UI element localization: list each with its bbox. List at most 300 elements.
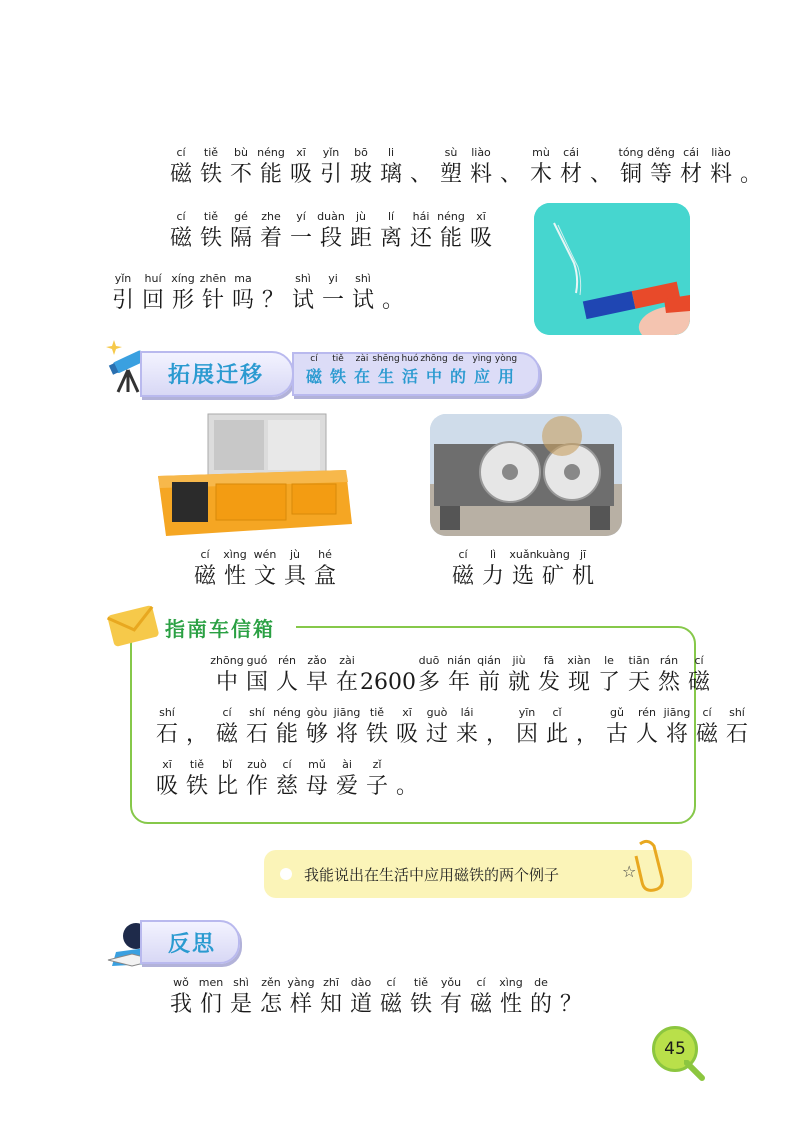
hanzi: 、 <box>589 162 612 187</box>
hanzi: 材 <box>679 162 702 187</box>
ruby-char <box>302 706 332 750</box>
ruby-char <box>542 706 572 750</box>
hanzi: 。 <box>395 774 418 799</box>
guide-line-1 <box>212 654 714 698</box>
pinyin: jiāng <box>333 706 361 719</box>
pinyin: xī <box>296 146 306 159</box>
ruby-char <box>196 210 226 254</box>
hanzi: 来 <box>455 722 478 747</box>
pinyin: mǔ <box>308 758 326 771</box>
pinyin: cǐ <box>552 706 562 719</box>
hanzi: 人 <box>635 722 658 747</box>
ruby-char <box>436 210 466 254</box>
pinyin: bǐ <box>221 758 233 771</box>
hanzi: 针 <box>201 288 224 313</box>
hanzi: 样 <box>289 992 312 1017</box>
pinyin: yi <box>328 272 338 285</box>
ruby-char <box>272 758 302 802</box>
ruby-char <box>256 976 286 1020</box>
ruby-char <box>226 210 256 254</box>
pinyin: cí <box>176 210 186 223</box>
body-line-3 <box>108 272 408 316</box>
pinyin: tóng <box>618 146 644 159</box>
ruby-char <box>422 706 452 750</box>
hanzi: 应 <box>473 367 490 386</box>
paperclip-icon <box>628 838 668 894</box>
hanzi: 盒 <box>313 564 336 589</box>
hanzi: 们 <box>199 992 222 1017</box>
hanzi: 。 <box>739 162 762 187</box>
hanzi: 比 <box>215 774 238 799</box>
ruby-char <box>376 146 406 190</box>
pinyin: bō <box>354 146 368 159</box>
hanzi: 作 <box>245 774 268 799</box>
ruby-char <box>332 654 362 698</box>
hanzi: 吗 <box>231 288 254 313</box>
ruby-char <box>448 548 478 592</box>
pinyin: shí <box>159 706 175 719</box>
ruby-char <box>350 354 374 389</box>
hanzi: 前 <box>477 670 500 695</box>
hanzi: 铁 <box>185 774 208 799</box>
ruby-char <box>586 146 616 190</box>
ruby-char <box>198 272 228 316</box>
ruby-char <box>466 976 496 1020</box>
pinyin: huó <box>401 354 419 364</box>
hanzi: 了 <box>597 670 620 695</box>
ruby-char <box>398 354 422 389</box>
guide-line-2 <box>152 706 752 750</box>
extension-subtitle-banner <box>292 352 540 396</box>
pinyin: guò <box>426 706 448 719</box>
hanzi: 料 <box>709 162 732 187</box>
pinyin: sù <box>444 146 458 159</box>
pinyin: shí <box>729 706 745 719</box>
ruby-char <box>538 548 568 592</box>
pinyin: yǒu <box>440 976 462 989</box>
ruby-char <box>362 654 414 698</box>
magnet-photo <box>534 203 690 335</box>
hanzi: 吸 <box>395 722 418 747</box>
page-number: 45 <box>652 1026 698 1072</box>
hanzi: 着 <box>259 226 282 251</box>
guide-title: 指南车信箱 <box>165 617 275 641</box>
hanzi: 磁 <box>469 992 492 1017</box>
ruby-char <box>166 146 196 190</box>
ruby-char <box>568 548 598 592</box>
ruby-char <box>446 354 470 389</box>
pinyin: shì <box>355 272 371 285</box>
pinyin: liào <box>711 146 731 159</box>
section-label-reflection <box>140 920 240 964</box>
ruby-char <box>526 976 556 1020</box>
pinyin: cí <box>200 548 210 561</box>
hanzi: 试 <box>291 288 314 313</box>
pinyin: lì <box>489 548 497 561</box>
ruby-char <box>602 706 632 750</box>
pinyin: děng <box>647 146 675 159</box>
pinyin: yīn <box>518 706 536 719</box>
hanzi: 形 <box>171 288 194 313</box>
ruby-char <box>286 146 316 190</box>
pinyin: zài <box>355 354 369 364</box>
hanzi: 此 <box>545 722 568 747</box>
hanzi: 性 <box>223 564 246 589</box>
hanzi: 生 <box>377 367 394 386</box>
pinyin: tiě <box>203 210 219 223</box>
ruby-char <box>196 146 226 190</box>
ruby-char <box>362 758 392 802</box>
hanzi: 引 <box>111 288 134 313</box>
ruby-char <box>190 548 220 592</box>
pinyin: cí <box>476 976 486 989</box>
ruby-char <box>594 654 624 698</box>
hanzi: 铁 <box>199 162 222 187</box>
ruby-char <box>362 706 392 750</box>
ruby-char <box>496 976 526 1020</box>
ruby-char <box>374 354 398 389</box>
pinyin: jiāng <box>663 706 691 719</box>
ruby-char <box>444 654 474 698</box>
section-title-reflection: 反思 <box>168 932 217 957</box>
pinyin: hái <box>412 210 430 223</box>
ruby-char <box>378 272 408 316</box>
hanzi: 天 <box>627 670 650 695</box>
pinyin: yí <box>296 210 306 223</box>
pinyin: rén <box>277 654 297 667</box>
hanzi: 在 <box>335 670 358 695</box>
section-label-extension <box>140 351 294 397</box>
hanzi: 磁 <box>215 722 238 747</box>
ruby-char <box>348 272 378 316</box>
ruby-char <box>196 976 226 1020</box>
ruby-char <box>556 146 586 190</box>
hanzi: 磁 <box>305 367 322 386</box>
hanzi: 人 <box>275 670 298 695</box>
hanzi: ， <box>185 722 208 747</box>
hanzi: 早 <box>305 670 328 695</box>
ruby-char <box>182 706 212 750</box>
hanzi: 距 <box>349 226 372 251</box>
pinyin: zhōng <box>210 654 244 667</box>
guide-line-3 <box>152 758 422 802</box>
hanzi: 能 <box>275 722 298 747</box>
ruby-char <box>662 706 692 750</box>
ruby-char <box>212 654 242 698</box>
hanzi: 母 <box>305 774 328 799</box>
hanzi: 塑 <box>439 162 462 187</box>
pinyin: li <box>387 146 395 159</box>
pinyin: nián <box>447 654 471 667</box>
ruby-char <box>272 654 302 698</box>
hanzi: 段 <box>319 226 342 251</box>
ruby-char <box>346 210 376 254</box>
ruby-char <box>346 976 376 1020</box>
pinyin: xuǎn <box>509 548 537 561</box>
ruby-char <box>646 146 676 190</box>
ruby-char <box>286 976 316 1020</box>
hanzi: 还 <box>409 226 432 251</box>
ruby-char <box>302 354 326 389</box>
pinyin: tiān <box>628 654 650 667</box>
hanzi: 试 <box>351 288 374 313</box>
pinyin: lái <box>460 706 474 719</box>
hanzi: 年 <box>447 670 470 695</box>
pinyin: cí <box>310 354 318 364</box>
hanzi: 铁 <box>199 226 222 251</box>
pinyin: de <box>452 354 464 364</box>
hanzi: ， <box>575 722 598 747</box>
ruby-char <box>228 272 258 316</box>
hanzi: 力 <box>481 564 504 589</box>
ruby-char <box>496 146 526 190</box>
hanzi: 磁 <box>169 226 192 251</box>
pinyin: yǐn <box>322 146 340 159</box>
ruby-char <box>310 548 340 592</box>
ruby-char <box>564 654 594 698</box>
pinyin: xī <box>162 758 172 771</box>
ruby-char <box>138 272 168 316</box>
hanzi: 不 <box>229 162 252 187</box>
pinyin: ài <box>342 758 352 771</box>
hanzi: 是 <box>229 992 252 1017</box>
magnetic-pencil-box-photo <box>156 412 352 540</box>
pinyin: cí <box>282 758 292 771</box>
pinyin: bù <box>234 146 248 159</box>
pinyin: ma <box>234 272 252 285</box>
pinyin: tiě <box>369 706 385 719</box>
pinyin: zhōng <box>420 354 448 364</box>
ruby-char <box>406 210 436 254</box>
ruby-char <box>302 654 332 698</box>
caption-pencil-box <box>190 548 340 592</box>
self-check-text: 我能说出在生活中应用磁铁的两个例子 <box>304 866 560 884</box>
pinyin: cí <box>702 706 712 719</box>
pinyin: zhēn <box>199 272 227 285</box>
ruby-char <box>474 654 504 698</box>
pinyin: yàng <box>287 976 315 989</box>
ruby-char <box>392 706 422 750</box>
pinyin: cái <box>563 146 579 159</box>
pinyin: wǒ <box>173 976 189 989</box>
ruby-char <box>494 354 518 389</box>
ruby-char <box>512 706 542 750</box>
section-title-extension: 拓展迁移 <box>168 363 265 388</box>
ruby-char <box>242 758 272 802</box>
pinyin: zhe <box>261 210 281 223</box>
hanzi: 活 <box>401 367 418 386</box>
hanzi: 的 <box>529 992 552 1017</box>
pinyin: hé <box>318 548 332 561</box>
pinyin: xìng <box>499 976 523 989</box>
ruby-char <box>166 976 196 1020</box>
ruby-char <box>436 976 466 1020</box>
ruby-char <box>166 210 196 254</box>
pinyin: shì <box>295 272 311 285</box>
ruby-char <box>654 654 684 698</box>
ruby-char <box>212 758 242 802</box>
ruby-char <box>346 146 376 190</box>
ruby-char <box>212 706 242 750</box>
hanzi: 将 <box>335 722 358 747</box>
pinyin: jī <box>579 548 587 561</box>
hanzi: 慈 <box>275 774 298 799</box>
hanzi: 具 <box>283 564 306 589</box>
hanzi: 中 <box>425 367 442 386</box>
hanzi: 现 <box>567 670 590 695</box>
body-line-1 <box>166 146 766 190</box>
hanzi: 古 <box>605 722 628 747</box>
pinyin: zǎo <box>307 654 327 667</box>
pinyin: shēng <box>372 354 400 364</box>
hanzi: 离 <box>379 226 402 251</box>
pinyin: rán <box>659 654 679 667</box>
ruby-char <box>258 272 288 316</box>
hanzi: 够 <box>305 722 328 747</box>
reflection-question <box>166 976 586 1020</box>
pinyin: néng <box>257 146 285 159</box>
ruby-char <box>534 654 564 698</box>
hanzi: 一 <box>321 288 344 313</box>
pinyin: cí <box>458 548 468 561</box>
hanzi: 吸 <box>155 774 178 799</box>
hanzi: 过 <box>425 722 448 747</box>
hanzi: 吸 <box>289 162 312 187</box>
pinyin: yǐn <box>114 272 132 285</box>
ruby-char <box>406 146 436 190</box>
hanzi: 一 <box>289 226 312 251</box>
pinyin: mù <box>532 146 550 159</box>
pinyin: qián <box>477 654 501 667</box>
hanzi: 铁 <box>329 367 346 386</box>
pinyin: tiě <box>413 976 429 989</box>
magnetic-ore-separator-photo <box>430 414 622 536</box>
hanzi: 爱 <box>335 774 358 799</box>
pinyin: tiě <box>332 354 344 364</box>
pinyin: le <box>604 654 614 667</box>
ruby-char <box>406 976 436 1020</box>
hanzi: 中 <box>215 670 238 695</box>
pinyin: duàn <box>317 210 345 223</box>
hanzi: 怎 <box>259 992 282 1017</box>
hanzi: 石 <box>155 722 178 747</box>
pinyin: néng <box>273 706 301 719</box>
pinyin: wén <box>253 548 277 561</box>
pinyin: néng <box>437 210 465 223</box>
ruby-char <box>504 654 534 698</box>
pinyin: gé <box>234 210 248 223</box>
ruby-char <box>286 210 316 254</box>
hanzi: 磁 <box>695 722 718 747</box>
envelope-icon <box>106 602 160 648</box>
hanzi: 铁 <box>365 722 388 747</box>
hanzi: 吸 <box>469 226 492 251</box>
pinyin: lí <box>387 210 395 223</box>
pinyin: xiàn <box>567 654 591 667</box>
ruby-char <box>256 210 286 254</box>
pinyin: zhī <box>323 976 339 989</box>
hanzi: 石 <box>725 722 748 747</box>
hanzi: 。 <box>381 288 404 313</box>
magnifier-handle <box>684 1060 706 1082</box>
hanzi: 璃 <box>379 162 402 187</box>
pinyin: liào <box>471 146 491 159</box>
hanzi: 在 <box>353 367 370 386</box>
hanzi: 磁 <box>193 564 216 589</box>
ruby-char <box>722 706 752 750</box>
pinyin: huí <box>144 272 162 285</box>
hanzi: 机 <box>571 564 594 589</box>
pinyin: cái <box>683 146 699 159</box>
hanzi: 选 <box>511 564 534 589</box>
hanzi: 等 <box>649 162 672 187</box>
ruby-char <box>452 706 482 750</box>
hanzi: 磁 <box>379 992 402 1017</box>
hanzi: 木 <box>529 162 552 187</box>
pinyin: xī <box>476 210 486 223</box>
ruby-char <box>414 654 444 698</box>
ruby-char <box>466 146 496 190</box>
hanzi: 发 <box>537 670 560 695</box>
hanzi: 我 <box>169 992 192 1017</box>
ruby-char <box>152 758 182 802</box>
hanzi: 然 <box>657 670 680 695</box>
pinyin: gǔ <box>610 706 624 719</box>
pinyin: kuàng <box>536 548 570 561</box>
ruby-char <box>624 654 654 698</box>
pinyin: rén <box>637 706 657 719</box>
hanzi: ？ <box>559 992 582 1017</box>
ruby-char <box>108 272 138 316</box>
pinyin: shí <box>249 706 265 719</box>
ruby-char <box>466 210 496 254</box>
ruby-char <box>392 758 422 802</box>
ruby-char <box>226 146 256 190</box>
hanzi: 性 <box>499 992 522 1017</box>
hanzi: 用 <box>497 367 514 386</box>
ruby-char <box>326 354 350 389</box>
ruby-char <box>316 976 346 1020</box>
hanzi: ？ <box>261 288 284 313</box>
ruby-char <box>616 146 646 190</box>
caption-ore-separator <box>448 548 598 592</box>
hanzi: 隔 <box>229 226 252 251</box>
pinyin: guó <box>246 654 268 667</box>
ruby-char <box>706 146 736 190</box>
hanzi: 多 <box>417 670 440 695</box>
pinyin: cí <box>694 654 704 667</box>
hanzi: 就 <box>507 670 530 695</box>
hanzi: 2600 <box>360 670 416 695</box>
ruby-char <box>508 548 538 592</box>
hanzi: 磁 <box>687 670 710 695</box>
star-icon[interactable]: ☆ <box>622 862 637 881</box>
ruby-char <box>272 706 302 750</box>
pinyin: duō <box>418 654 440 667</box>
hanzi: 道 <box>349 992 372 1017</box>
pinyin: men <box>198 976 224 989</box>
ruby-char <box>280 548 310 592</box>
ruby-char <box>316 146 346 190</box>
pinyin: shì <box>233 976 249 989</box>
ruby-char <box>318 272 348 316</box>
hanzi: 铜 <box>619 162 642 187</box>
pinyin: zuò <box>247 758 267 771</box>
ruby-char <box>684 654 714 698</box>
pinyin: jù <box>289 548 301 561</box>
hanzi: ， <box>485 722 508 747</box>
ruby-char <box>478 548 508 592</box>
